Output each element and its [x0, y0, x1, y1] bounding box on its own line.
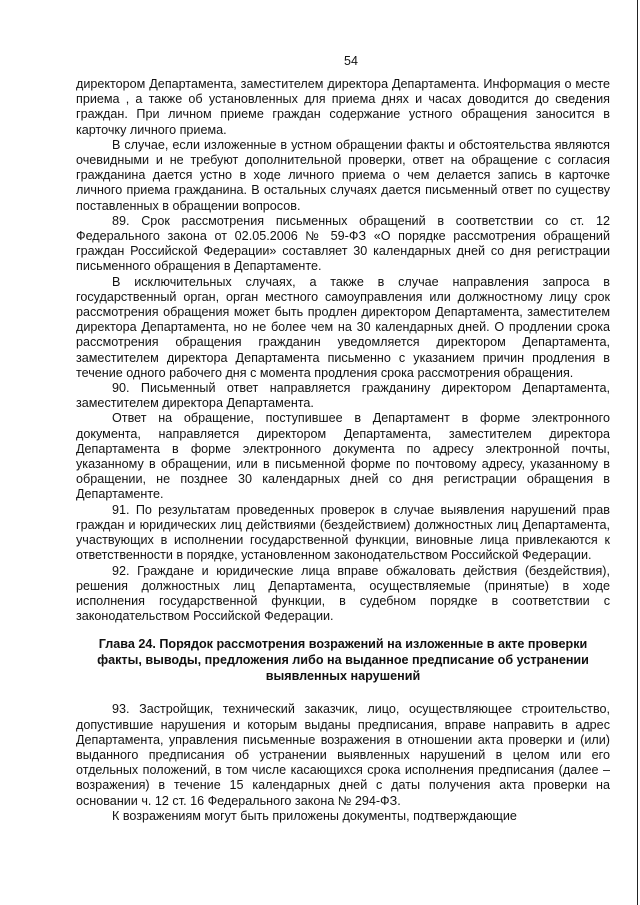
paragraph: директором Департамента, заместителем директора Департамента. Информация о месте приема , а также об установленных для приема днях и часах доводится до сведения граждан. При личном приеме граждан содержание устного обращения заносится в карточку личного приема.	[76, 77, 610, 137]
paragraph: В исключительных случаях, а также в случае направления запроса в государственный орган, орган местного самоуправления или должностному лицу срок рассмотрения обращения может быть продлен директором Департамента, заместителем директора Департамента, но не более чем на 30 календарных дней. О продлении срока рассмотрения обращения гражданин уведомляется директором Департамента, заместителем директора Департамента письменно с указанием причин продления в течение одного рабочего дня с момента продления срока рассмотрения обращения.	[76, 274, 610, 380]
chapter-heading: Глава 24. Порядок рассмотрения возражений на изложенные в акте проверки факты, выводы, предложения либо на выданное предписание об устранении выявленных нарушений	[97, 637, 589, 684]
paragraph: 90. Письменный ответ направляется гражданину директором Департамента, заместителем директора Департамента.	[76, 381, 610, 411]
paragraph: 91. По результатам проведенных проверок в случае выявления нарушений прав граждан и юридических лиц действиями (бездействием) должностных лиц Департамента, участвующих в исполнении государственной функции, виновные лица привлекаются к ответственности в порядке, установленном законодательством Российской Федерации.	[76, 502, 610, 563]
page-number: 54	[344, 54, 358, 68]
paragraph: 89. Срок рассмотрения письменных обращений в соответствии со ст. 12 Федерального закона от 02.05.2006 № 59-ФЗ «О порядке рассмотрения обращений граждан Российской Федерации» составляет 30 календарных дней со дня регистрации письменного обращения в Департаменте.	[76, 213, 610, 274]
paragraph: 92. Граждане и юридические лица вправе обжаловать действия (бездействия), решения должностных лиц Департамента, осуществляемые (принятые) в ходе исполнения государственной функции, в судебном порядке в соответствии с законодательством Российской Федерации.	[76, 563, 610, 624]
paragraph-truncated: К возражениям могут быть приложены документы, подтверждающие	[112, 808, 517, 823]
paragraph: В случае, если изложенные в устном обращении факты и обстоятельства являются очевидными и не требуют дополнительной проверки, ответ на обращение с согласия гражданина дается устно в ходе личного приема о чем делается запись в карточке личного приема гражданина. В остальных случаях дается письменный ответ по существу поставленных в обращении вопросов.	[76, 137, 610, 213]
paragraph: Ответ на обращение, поступившее в Департамент в форме электронного документа, направляется директором Департамента, заместителем директора Департамента в форме электронного документа по адресу электронной почты, указанному в обращении, или в письменной форме по почтовому адресу, указанному в обращении, не позднее 30 календарных дней со дня регистрации обращения в Департаменте.	[76, 411, 610, 502]
paragraph: 93. Застройщик, технический заказчик, лицо, осуществляющее строительство, допустившие нарушения и которым выданы предписания, вправе направить в адрес Департамента, управления письменные возражения в отношении акта проверки и (или) выданного предписания об устранении выявленных нарушений в целом или его отдельных положений, в том числе касающихся срока исполнения предписания (далее – возражения) в течение 15 календарных дней с даты получения акта проверки на основании ч. 12 ст. 16 Федерального закона № 294-ФЗ.	[76, 702, 610, 808]
scan-edge-line	[637, 0, 638, 905]
